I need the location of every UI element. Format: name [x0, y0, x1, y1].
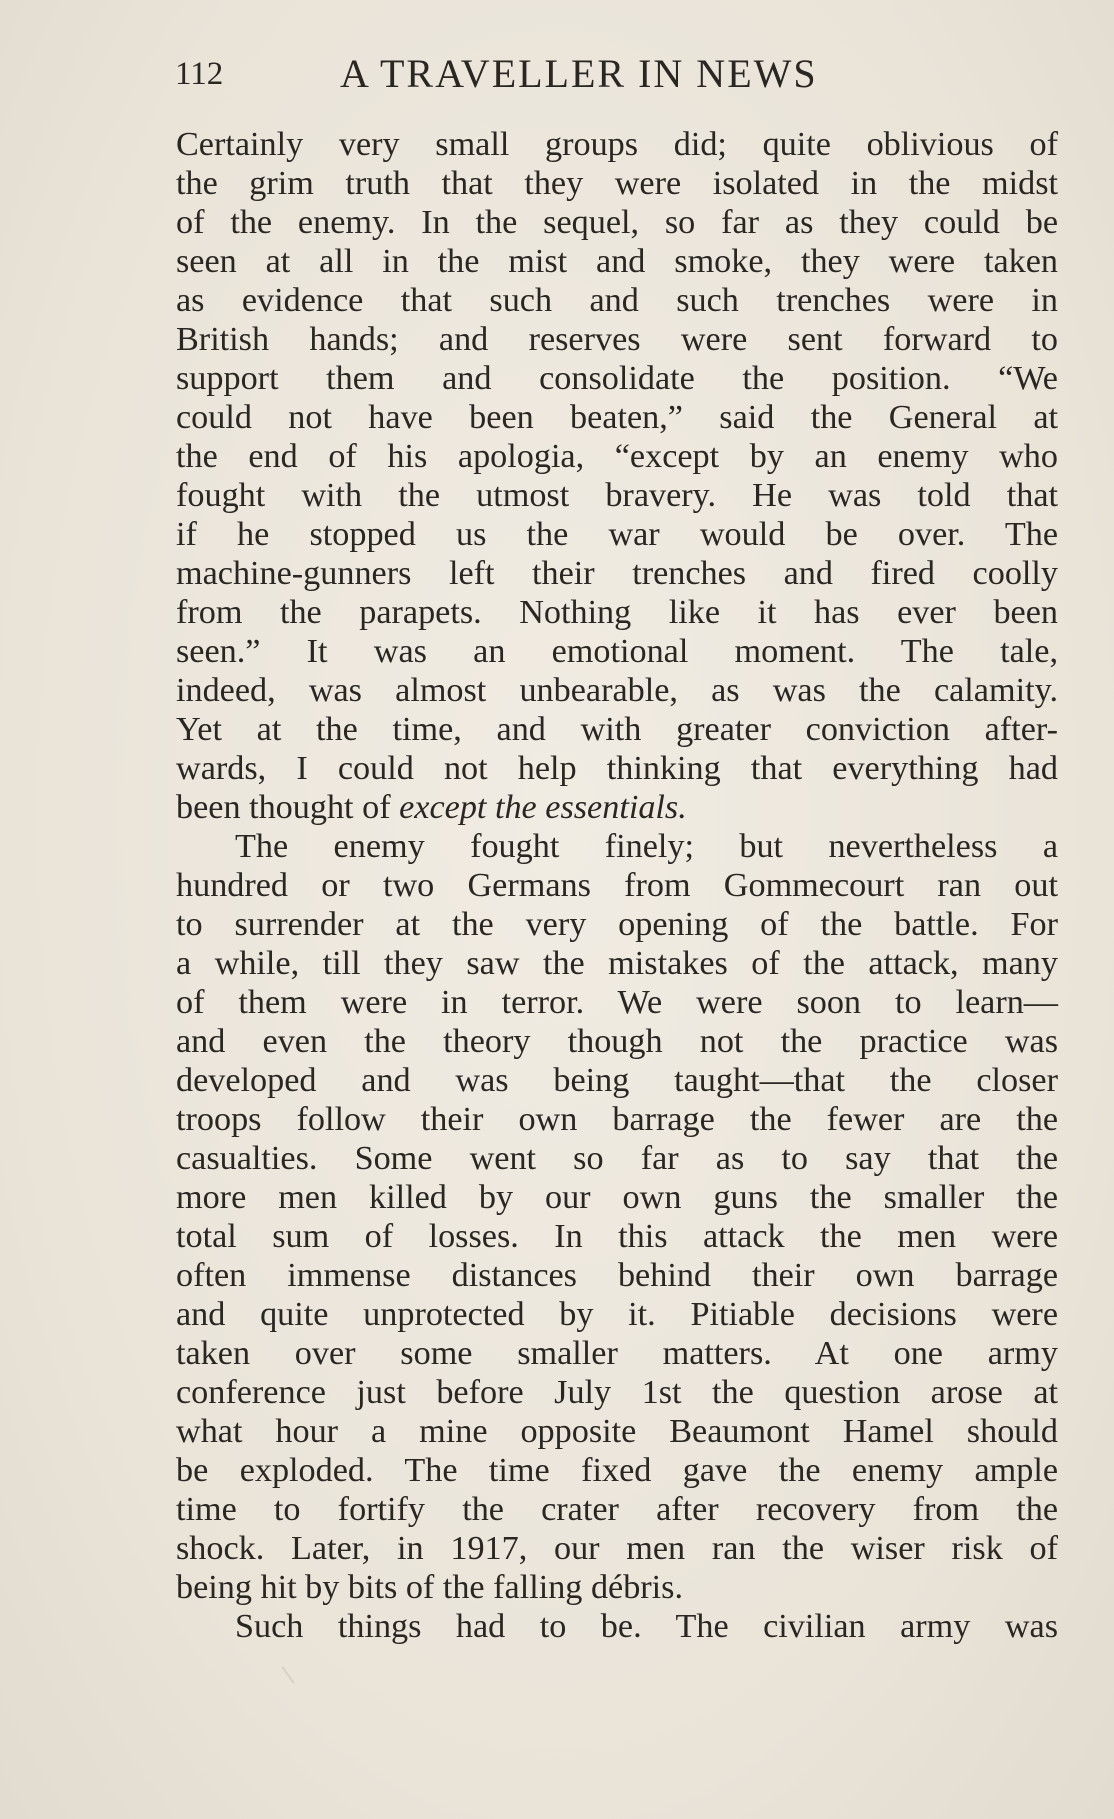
- italic-phrase: except the essentials.: [399, 789, 687, 826]
- text-line: time to fortify the crater after recovery from the: [176, 1491, 1058, 1528]
- text-line: often immense distances behind their own barrage: [176, 1257, 1058, 1294]
- text-line: the end of his apologia, “except by an enemy who: [176, 438, 1058, 475]
- text-line: seen.” It was an emotional moment. The tale,: [176, 633, 1058, 670]
- text-line: taken over some smaller matters. At one army: [176, 1335, 1058, 1372]
- text-line-paragraph-end: being hit by bits of the falling débris.: [176, 1569, 684, 1606]
- body-text: [176, 125, 1058, 1646]
- text-line: shock. Later, in 1917, our men ran the wiser risk of: [176, 1530, 1058, 1567]
- text-line: support them and consolidate the position. “We: [176, 360, 1058, 397]
- text-line: casualties. Some went so far as to say that the: [176, 1140, 1058, 1177]
- text-line: of them were in terror. We were soon to learn—: [176, 984, 1058, 1021]
- text-line: as evidence that such and such trenches were in: [176, 282, 1058, 319]
- running-title: A TRAVELLER IN NEWS: [340, 51, 818, 96]
- text-line: and quite unprotected by it. Pitiable decisions were: [176, 1296, 1058, 1333]
- text-line: developed and was being taught—that the closer: [176, 1062, 1058, 1099]
- text-line: Certainly very small groups did; quite oblivious of: [176, 126, 1058, 163]
- text-line: seen at all in the mist and smoke, they were taken: [176, 243, 1058, 280]
- text-line: more men killed by our own guns the smaller the: [176, 1179, 1058, 1216]
- text-line: machine-gunners left their trenches and fired coolly: [176, 555, 1058, 592]
- text-line: British hands; and reserves were sent forward to: [176, 321, 1058, 358]
- text-line: hundred or two Germans from Gommecourt ran out: [176, 867, 1058, 904]
- text-line-paragraph-end: [176, 788, 1058, 827]
- text-line: conference just before July 1st the question arose at: [176, 1374, 1058, 1411]
- text-line: total sum of losses. In this attack the men were: [176, 1218, 1058, 1255]
- text-line: troops follow their own barrage the fewer are the: [176, 1101, 1058, 1138]
- text-line: fought with the utmost bravery. He was told that: [176, 477, 1058, 514]
- text-line: the grim truth that they were isolated in the midst: [176, 165, 1058, 202]
- text-line: a while, till they saw the mistakes of the attack, many: [176, 945, 1058, 982]
- page-number: 112: [175, 56, 224, 92]
- text-line: to surrender at the very opening of the battle. For: [176, 906, 1058, 943]
- text-line-paragraph-start: The enemy fought finely; but nevertheless a: [235, 828, 1058, 865]
- text-line: of the enemy. In the sequel, so far as they could be: [176, 204, 1058, 241]
- text-line: from the parapets. Nothing like it has ever been: [176, 594, 1058, 631]
- text-line: what hour a mine opposite Beaumont Hamel should: [176, 1413, 1058, 1450]
- text-line: indeed, was almost unbearable, as was the calamity.: [176, 672, 1058, 709]
- running-head: [175, 50, 1060, 100]
- text-line: could not have been beaten,” said the General at: [176, 399, 1058, 436]
- text-line: if he stopped us the war would be over. The: [176, 516, 1058, 553]
- text-line-paragraph-start: Such things had to be. The civilian army was: [235, 1608, 1058, 1645]
- text-line: be exploded. The time fixed gave the enemy ample: [176, 1452, 1058, 1489]
- text-line: and even the theory though not the practice was: [176, 1023, 1058, 1060]
- text-line: Yet at the time, and with greater conviction after-: [176, 711, 1058, 748]
- paper-mark: [281, 1666, 294, 1684]
- text-line: wards, I could not help thinking that everything had: [176, 750, 1058, 787]
- line-text: been thought of: [176, 789, 400, 826]
